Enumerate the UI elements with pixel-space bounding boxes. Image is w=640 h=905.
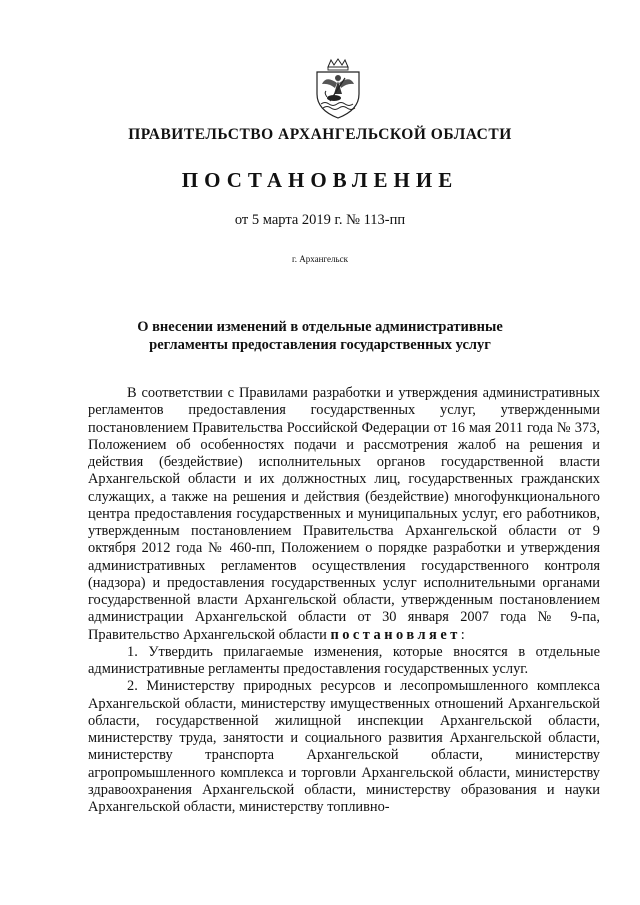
preamble-paragraph — [88, 385, 600, 644]
preamble-end: : — [460, 626, 465, 643]
document-subject — [120, 318, 520, 354]
clause-2-paragraph: 2. Министерству природных ресурсов и лесопромышленного комплекса Архангельской области, министерству имущественных отношений Архангельской области, государственной жилищной инспекции Архангельской области, министерству труда, занятости и социального развития Архангельской области, министерству транспорта Архангельской области, министерству агропромышленного комплекса и торговли Архангельской области, министерству здравоохранения Архангельской области, министерству образования и науки Архангельской области, министерству топливно- — [88, 678, 600, 815]
subject-line-2: регламенты предоставления государственных услуг — [149, 337, 491, 353]
clause-1-paragraph: 1. Утвердить прилагаемые изменения, которые вносятся в отдельные административные регламенты предоставления государственных услуг. — [88, 643, 600, 677]
coat-of-arms-icon — [312, 58, 364, 120]
document-date-number: от 5 марта 2019 г. № 113-пп — [234, 212, 406, 228]
preamble-text: В соответствии с Правилами разработки и утверждения административных регламентов предоставления государственных услуг, утвержденными постановлением Правительства Российской Федерации от 16 мая 2011 года № 373, Положением об особенностях подачи и рассмотрения жалоб на решения и действия (бездействие) исполнительных органов государственной власти Архангельской области и их должностных лиц, государственных гражданских служащих, а также на решения и действия (бездействие) многофункционального центра предоставления государственных и муниципальных услуг, его работников, утвержденным постановлением Правительства Архангельской области от 9 октября 2012 года № 460-пп, Положением о порядке разработки и утверждения административных регламентов осуществления государственного контроля (надзора) и предоставления государственных услуг исполнительными органами государственной власти Архангельской области, утвержденным постановлением администрации Архангельской области от 30 января 2007 года № 9-па, Правительство Архангельской области — [88, 385, 600, 643]
document-body — [88, 385, 600, 816]
subject-line-1: О внесении изменений в отдельные административные — [137, 319, 503, 335]
resolves-word: постановляет — [330, 626, 461, 643]
document-city: г. Архангельск — [292, 254, 348, 264]
government-title: ПРАВИТЕЛЬСТВО АРХАНГЕЛЬСКОЙ ОБЛАСТИ — [128, 126, 512, 143]
document-type-title: ПОСТАНОВЛЕНИЕ — [181, 168, 459, 192]
